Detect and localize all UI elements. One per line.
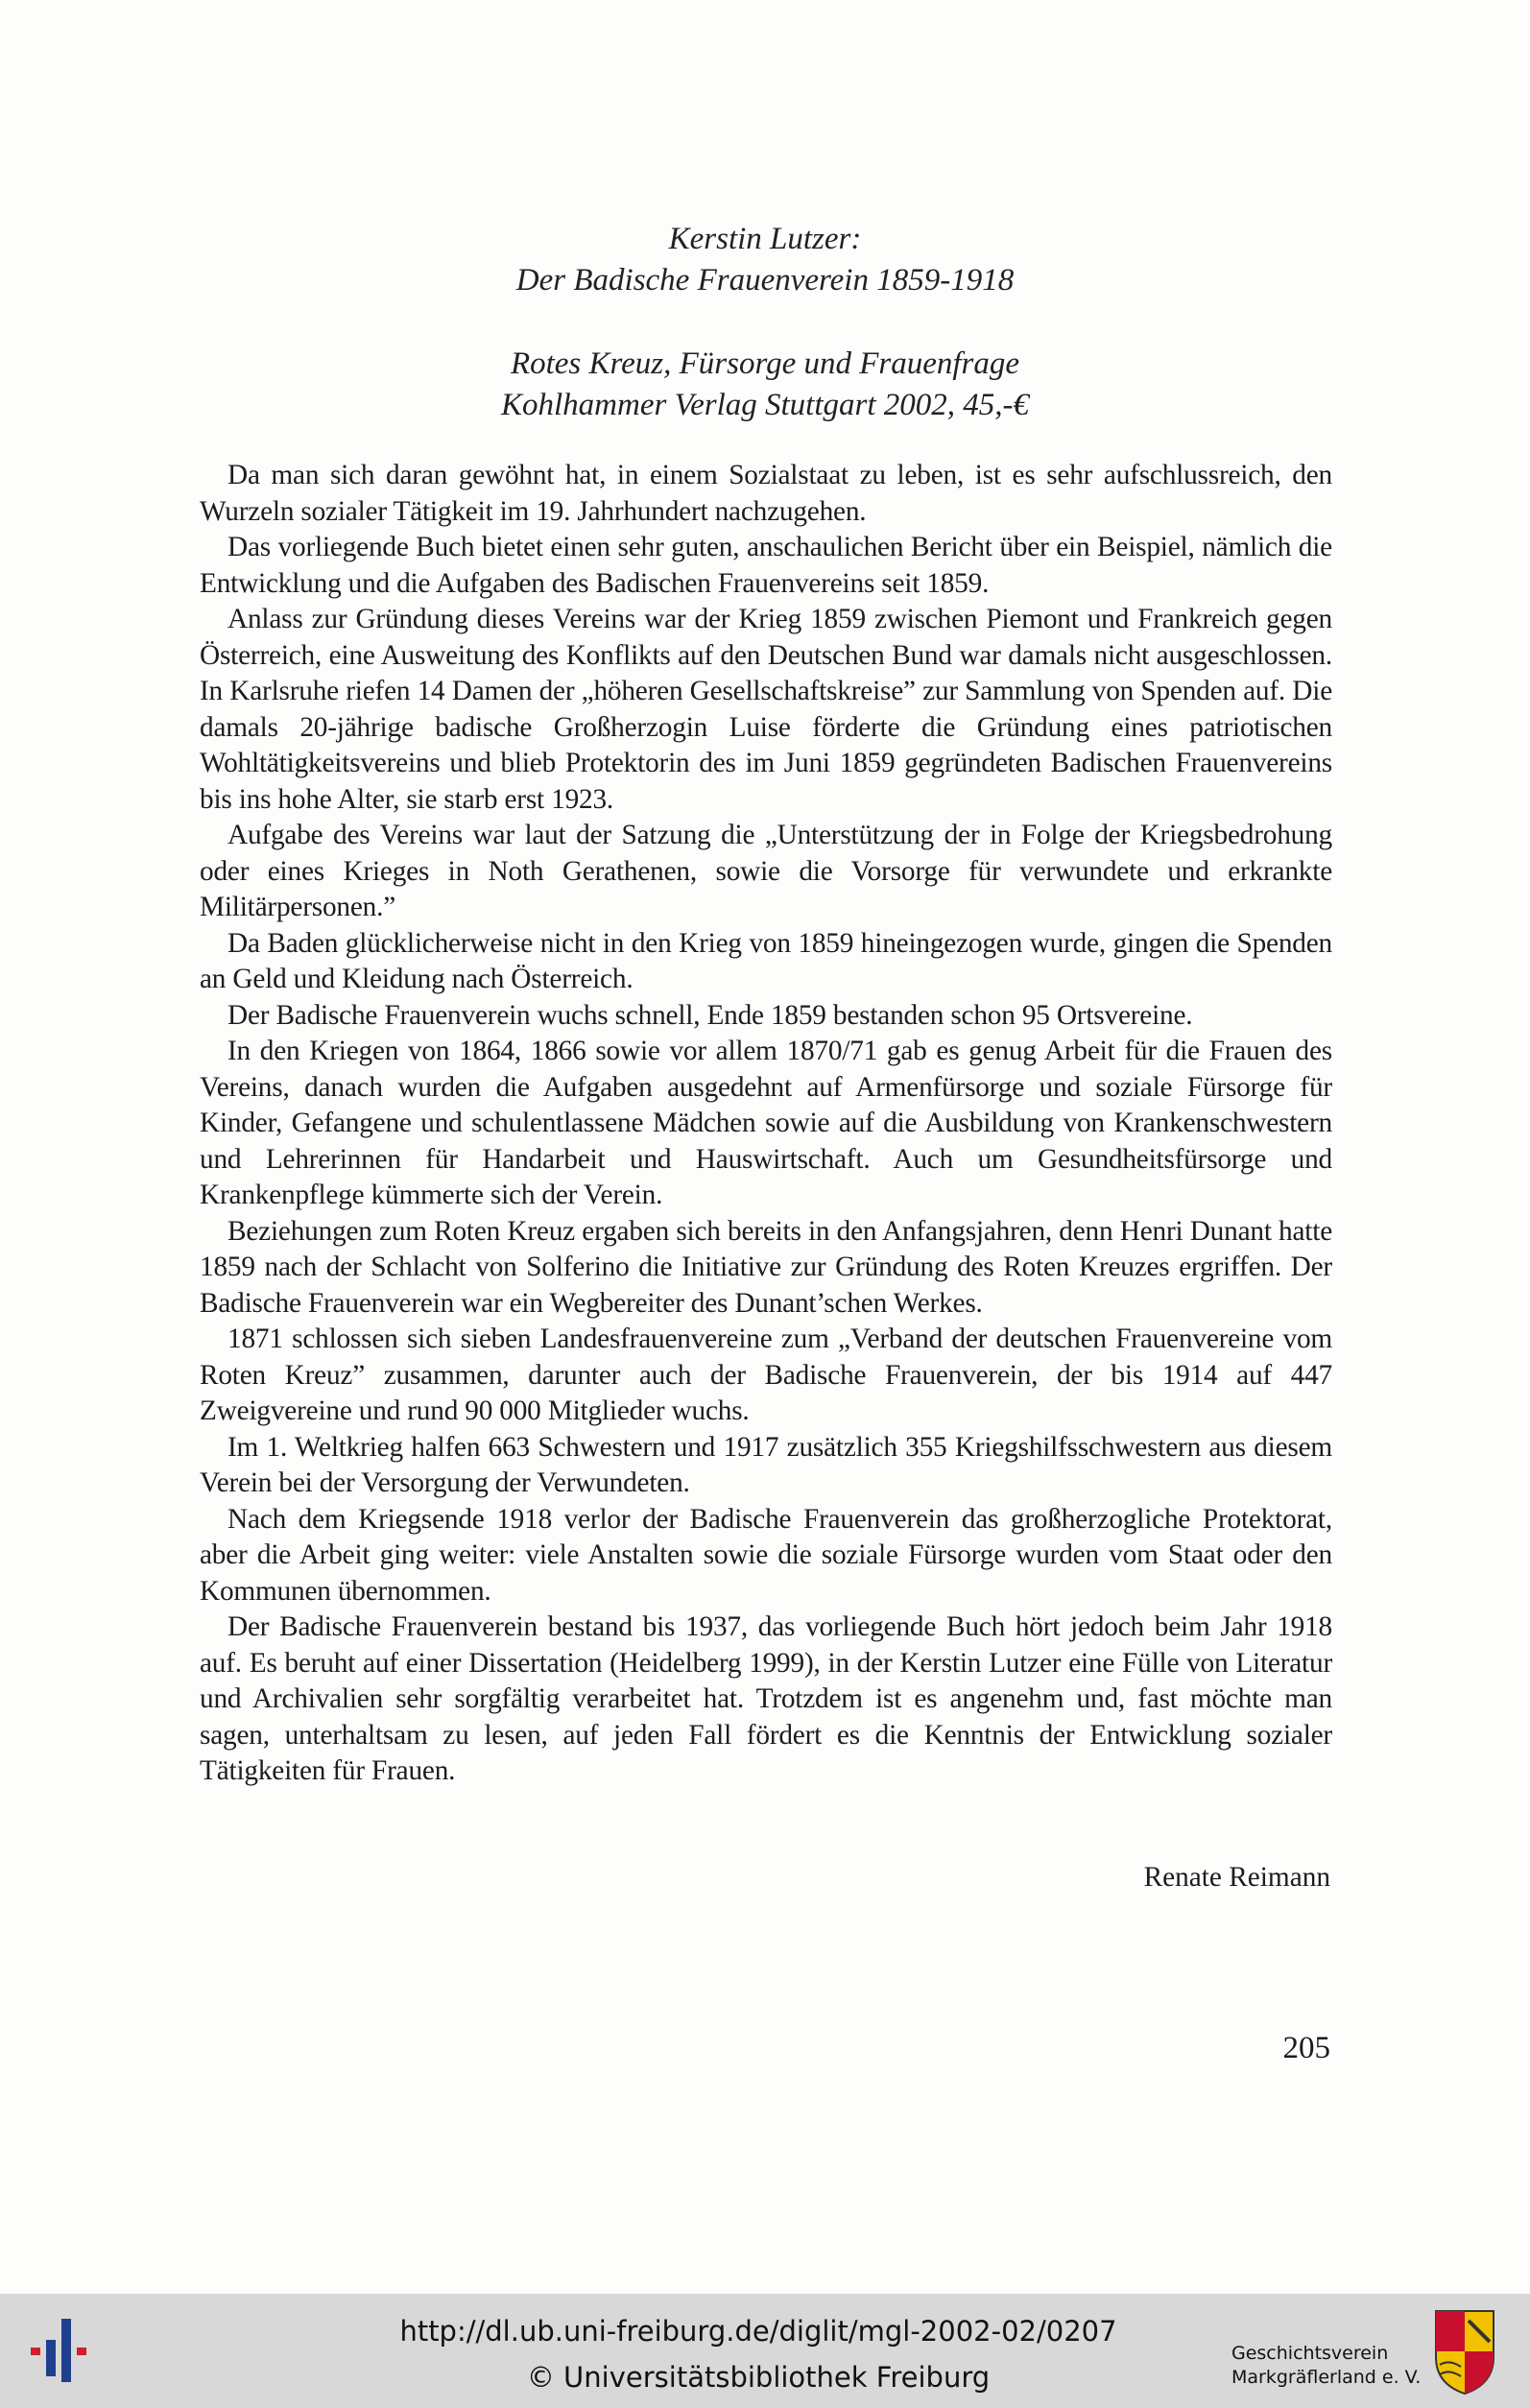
- paragraph: In den Kriegen von 1864, 1866 sowie vor allem 1870/71 gab es genug Arbeit für die Frauen des Vereins, danach wurden die Aufgaben ausgedehnt auf Armenfürsorge und soziale Fürsorge für Kinder, Gefangene und schulentlassene Mädchen sowie auf die Ausbildung von Krankenschwestern und Lehrerinnen für Handarbeit und Hauswirtschaft. Auch um Gesundheitsfürsorge und Krankenpflege kümmerte sich der Verein.: [200, 1036, 1332, 1210]
- book-title: Der Badische Frauenverein 1859-1918: [515, 263, 1015, 298]
- paragraph: Da man sich daran gewöhnt hat, in einem Sozialstaat zu leben, ist es sehr aufschlussreich, den Wurzeln sozialer Tätigkeit im 19. Jahrhundert nachzugehen.: [200, 460, 1332, 527]
- review-body: [200, 458, 1332, 1790]
- book-header: [0, 219, 1530, 301]
- page-number: 205: [1282, 2031, 1330, 2065]
- book-subheader: [0, 344, 1530, 426]
- paragraph: Beziehungen zum Roten Kreuz ergaben sich bereits in den Anfangsjahren, denn Henri Dunant hatte 1859 nach der Schlacht von Solferino die Initiative zur Gründung des Roten Kreuzes ergriffen. Der Badische Frauenverein war ein Wegbereiter des Dunant’schen Werkes.: [200, 1215, 1332, 1319]
- paragraph: Das vorliegende Buch bietet einen sehr guten, anschaulichen Bericht über ein Beispiel, nämlich die Entwicklung und die Aufgaben des Badischen Frauenvereins seit 1859.: [200, 532, 1332, 599]
- paragraph: Der Badische Frauenverein wuchs schnell, Ende 1859 bestanden schon 95 Ortsvereine.: [227, 999, 1193, 1031]
- viewer-footer: [0, 2294, 1530, 2408]
- paragraph: 1871 schlossen sich sieben Landesfrauenvereine zum „Verband der deutschen Frauenvereine vom Roten Kreuz” zusammen, darunter auch der Badische Frauenverein, der bis 1914 auf 447 Zweigvereine und rund 90 000 Mitglieder wuchs.: [200, 1323, 1332, 1426]
- paragraph: Anlass zur Gründung dieses Vereins war der Krieg 1859 zwischen Piemont und Frankreich gegen Österreich, eine Ausweitung des Konflikts auf den Deutschen Bund war damals nicht ausgeschlossen. In Karlsruhe riefen 14 Damen der „höheren Gesellschaftskreise” zur Sammlung von Spenden auf. Die damals 20-jährige badische Großherzogin Luise förderte die Gründung eines patriotischen Wohltätigkeitsvereins und blieb Protektorin des im Juni 1859 gegründeten Badischen Frauenvereins bis ins hohe Alter, sie starb erst 1923.: [200, 604, 1332, 815]
- paragraph: Nach dem Kriegsende 1918 verlor der Badische Frauenverein das großherzogliche Protektorat, aber die Arbeit ging weiter: viele Anstalten sowie die soziale Fürsorge wurden vom Staat oder den Kommunen übernommen.: [200, 1503, 1332, 1607]
- society-name: [1231, 2342, 1423, 2390]
- coat-of-arms-icon: [1434, 2307, 1495, 2396]
- book-subtitle: Rotes Kreuz, Fürsorge und Frauenfrage: [510, 346, 1020, 381]
- author-signature: Renate Reimann: [1143, 1862, 1330, 1893]
- society-name-line1: Geschichtsverein: [1231, 2343, 1389, 2364]
- paragraph: Der Badische Frauenverein bestand bis 1937, das vorliegende Buch hört jedoch beim Jahr 1918 auf. Es beruht auf einer Dissertation (Heidelberg 1999), in der Kerstin Lutzer eine Fülle von Literatur und Archivalien sehr sorgfältig verarbeitet hat. Trotzdem ist es angenehm und, fast möchte man sagen, unterhaltsam zu lesen, auf jeden Fall fördert es die Kenntnis der Entwicklung sozialer Tätigkeiten für Frauen.: [200, 1611, 1332, 1786]
- paragraph: Aufgabe des Vereins war laut der Satzung die „Unterstützung der in Folge der Kriegsbedrohung oder eines Krieges in Noth Gerathenen, sowie die Vorsorge für verwundete und erkrankte Militärpersonen.”: [200, 820, 1332, 922]
- paragraph: Im 1. Weltkrieg halfen 663 Schwestern und 1917 zusätzlich 355 Kriegshilfsschwestern aus diesem Verein bei der Versorgung der Verwundeten.: [200, 1431, 1332, 1498]
- author-line: Kerstin Lutzer:: [668, 222, 862, 256]
- paragraph: Da Baden glücklicherweise nicht in den Krieg von 1859 hineingezogen wurde, gingen die Spenden an Geld und Kleidung nach Österreich.: [200, 927, 1332, 994]
- copyright-notice: © Universitätsbibliothek Freiburg: [526, 2361, 991, 2394]
- publisher-line: Kohlhammer Verlag Stuttgart 2002, 45,-€: [501, 388, 1029, 422]
- society-name-line2: Markgräflerland e. V.: [1231, 2367, 1422, 2388]
- document-url-link[interactable]: http://dl.ub.uni-freiburg.de/diglit/mgl-2002-02/0207: [399, 2315, 1117, 2348]
